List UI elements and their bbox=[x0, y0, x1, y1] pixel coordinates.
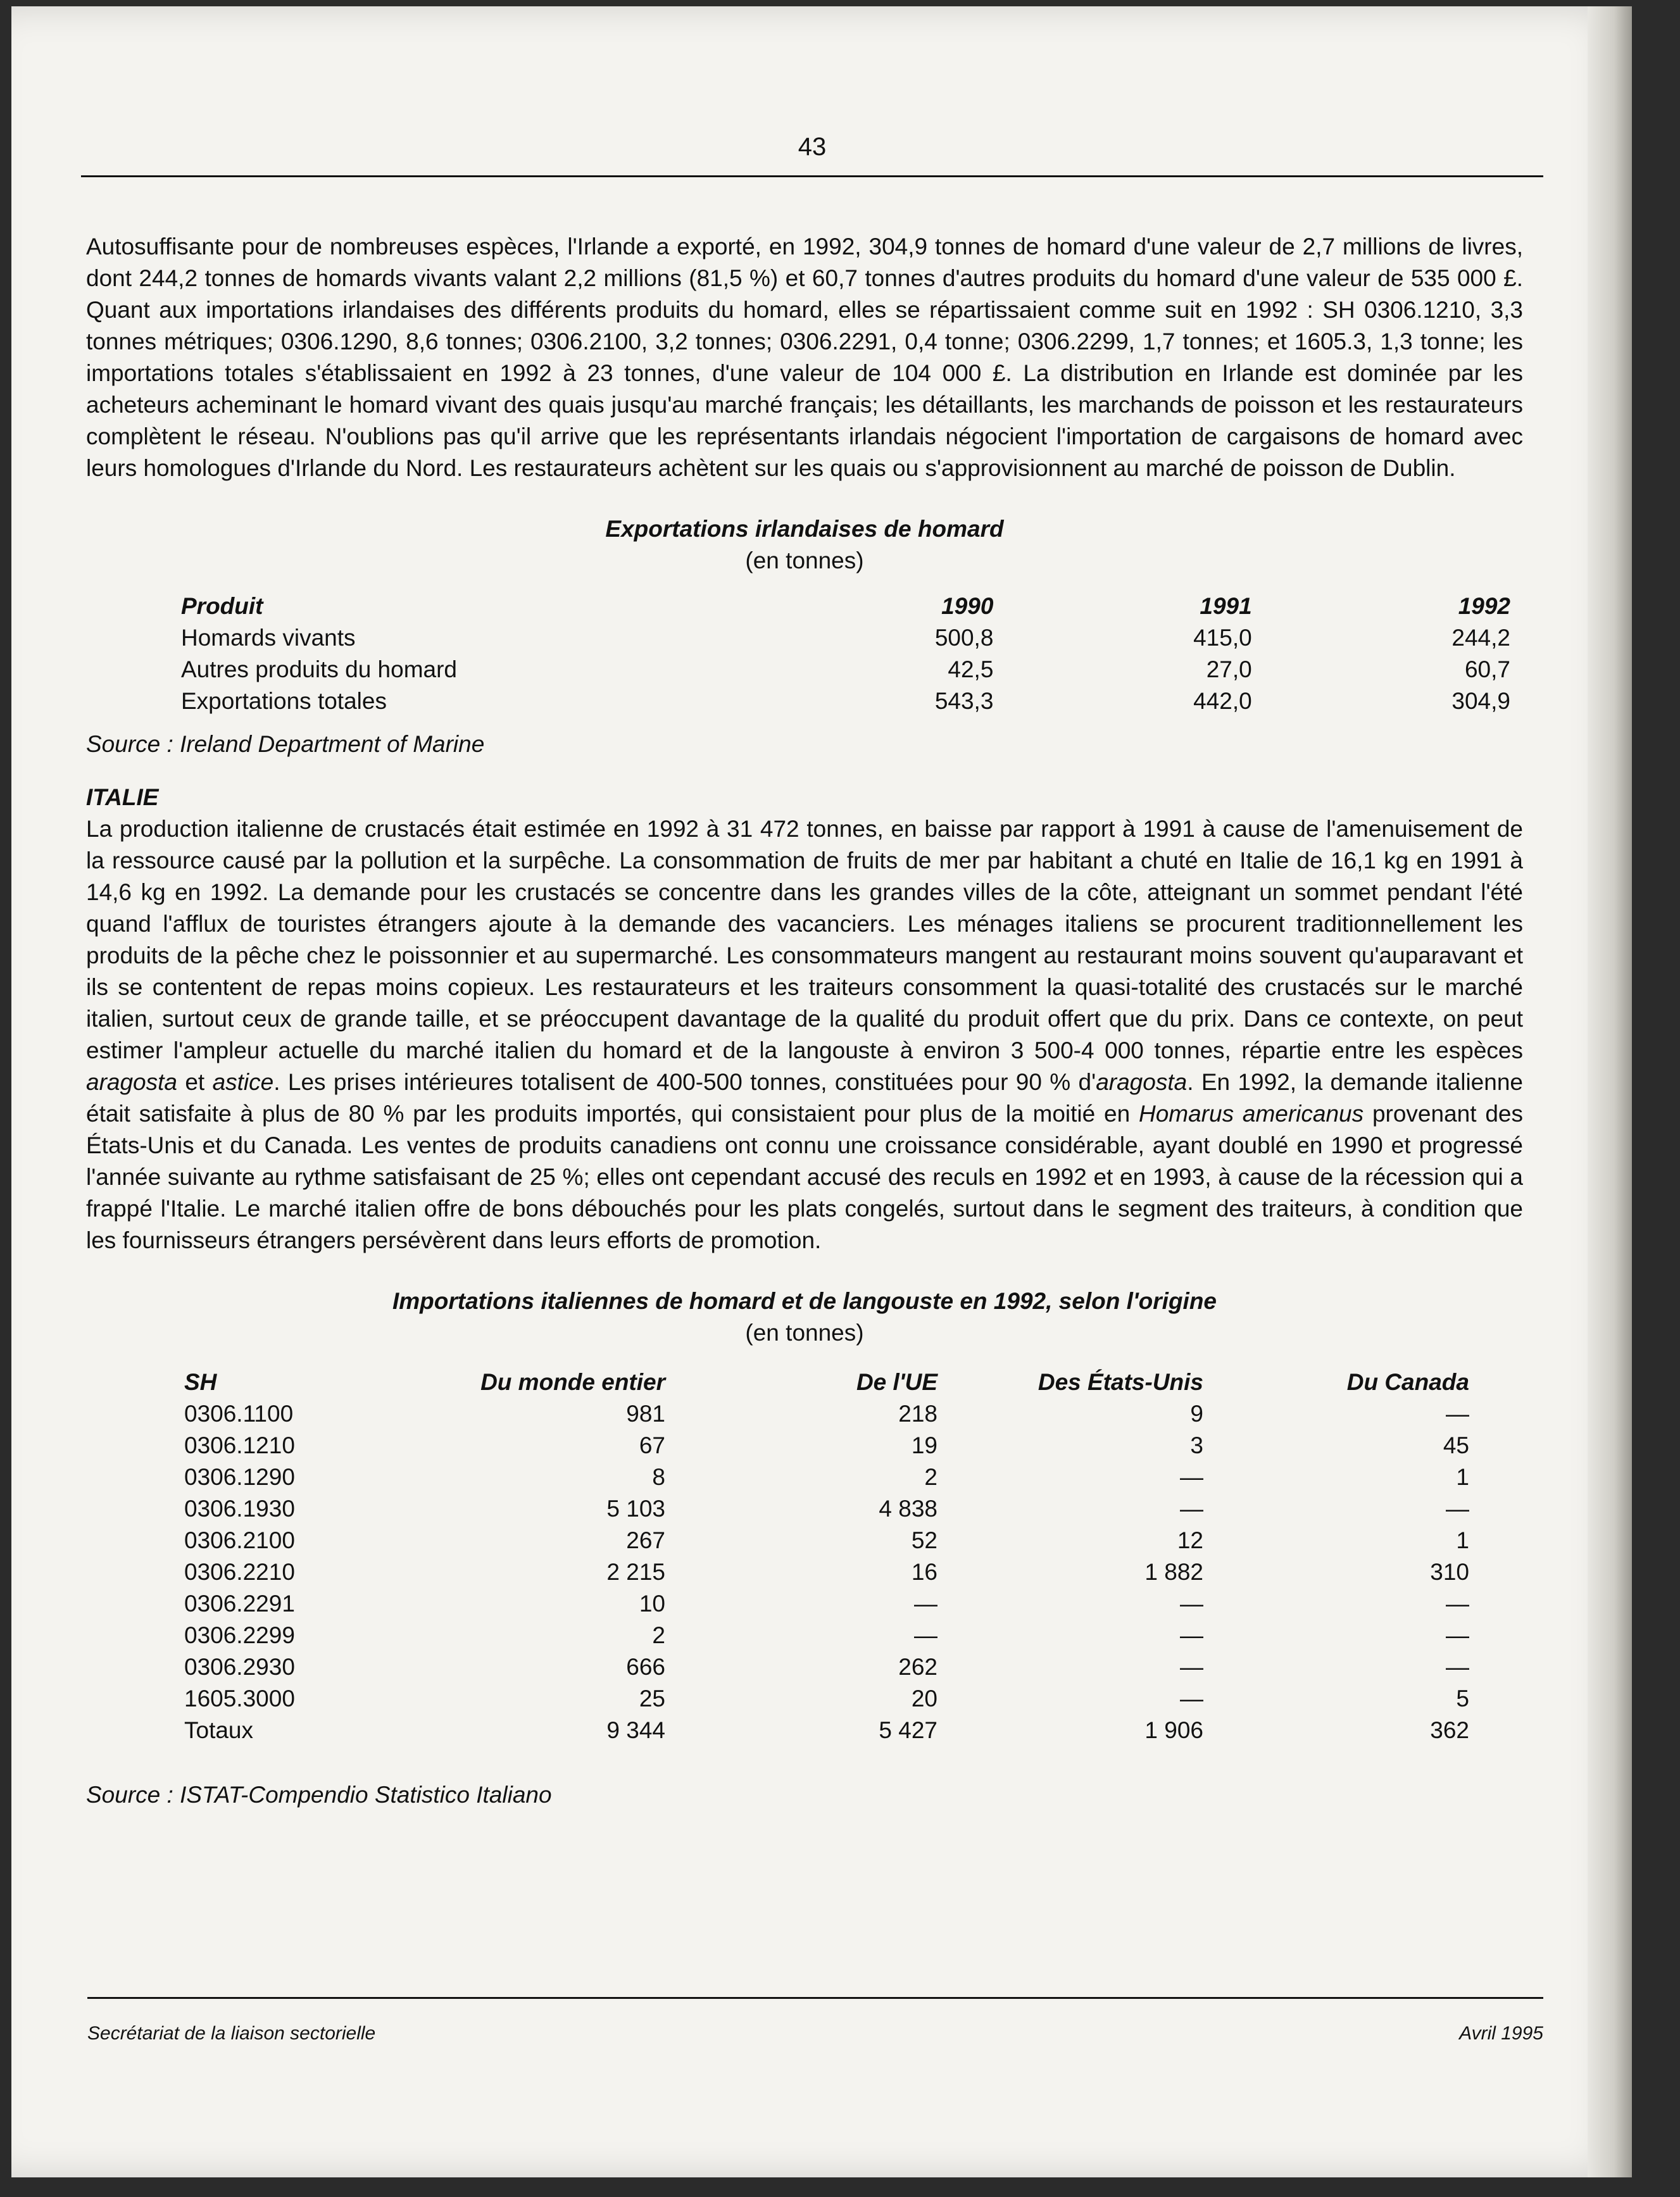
table-row bbox=[184, 1683, 1469, 1715]
table-row bbox=[184, 1556, 1469, 1588]
column-header: 1992 bbox=[1458, 593, 1510, 619]
table-cell: 67 bbox=[639, 1432, 665, 1458]
table-cell: 1 882 bbox=[1144, 1559, 1203, 1585]
column-header: Produit bbox=[181, 593, 263, 619]
table-cell: 0306.1290 bbox=[184, 1464, 295, 1490]
table-cell: 304,9 bbox=[1451, 688, 1510, 714]
table-cell: 2 bbox=[652, 1622, 665, 1648]
column-header: Des États-Unis bbox=[1037, 1369, 1203, 1395]
italian-imports-body bbox=[184, 1398, 1469, 1746]
table-cell: 42,5 bbox=[948, 656, 994, 682]
table-row bbox=[181, 685, 1510, 717]
table-cell: 9 344 bbox=[606, 1717, 665, 1743]
intro-paragraph: Autosuffisante pour de nombreuses espèces, l'Irlande a exporté, en 1992, 304,9 tonnes de homard d'une valeur de 2,7 millions de livres, dont 244,2 tonnes de homards vivants valant 2,2 millions (81,5 %) et 60,7 tonnes d'autres produits du homard d'une valeur de 535 000 £. Quant aux importations irlandaises des différents produits du homard, elles se répartissaient comme suit en 1992 : SH 0306.1210, 3,3 tonnes métriques; 0306.1290, 8,6 tonnes; 0306.2100, 3,2 tonnes; 0306.2291, 0,4 tonne; 0306.2299, 1,7 tonnes; et 1605.3, 1,3 tonne; les importations totales s'établissaient en 1992 à 23 tonnes, d'une valeur de 104 000 £. La distribution en Irlande est dominée par les acheteurs acheminant le homard vivant des quais jusqu'au marché français; les détaillants, les marchands de poisson et les restaurateurs complètent le réseau. N'oublions pas qu'il arrive que les représentants irlandais négocient l'importation de cargaisons de homard avec leurs homologues d'Irlande du Nord. Les restaurateurs achètent sur les quais ou s'approvisionnent au marché de poisson de Dublin. bbox=[86, 234, 1523, 481]
table-cell: 0306.2291 bbox=[184, 1591, 295, 1617]
column-header: SH bbox=[184, 1369, 217, 1395]
table-cell: 20 bbox=[911, 1686, 937, 1712]
table-cell: 442,0 bbox=[1193, 688, 1252, 714]
italie-term-aragosta: aragosta bbox=[86, 1069, 177, 1095]
italie-text-3: . En 1992, la demande italienne était satisfaite à plus de 80 % par les produits importés, qui consistaient pour plus de la moitié en bbox=[86, 1069, 1523, 1127]
table-cell: 1 906 bbox=[1144, 1717, 1203, 1743]
footer-row bbox=[87, 2023, 1543, 2044]
table-cell: 0306.2930 bbox=[184, 1654, 295, 1680]
table-row bbox=[184, 1620, 1469, 1651]
table-cell: 4 838 bbox=[879, 1496, 937, 1522]
table-cell: 45 bbox=[1443, 1432, 1469, 1458]
table-row bbox=[181, 622, 1510, 654]
irish-exports-table bbox=[181, 591, 1510, 717]
table-cell: 415,0 bbox=[1193, 625, 1252, 651]
table-cell: 12 bbox=[1177, 1527, 1203, 1553]
section-heading-italie: ITALIE bbox=[86, 784, 159, 810]
table-cell: 9 bbox=[1190, 1401, 1203, 1427]
table-cell: 0306.2299 bbox=[184, 1622, 295, 1648]
footer-rule bbox=[87, 1997, 1543, 1999]
table-cell: 3 bbox=[1190, 1432, 1203, 1458]
italie-text-2: . Les prises intérieures totalisent de 400-500 tonnes, constituées pour 90 % d' bbox=[273, 1069, 1096, 1095]
table-cell: — bbox=[1180, 1496, 1203, 1522]
table-row bbox=[181, 654, 1510, 685]
italie-term-astice: astice bbox=[212, 1069, 274, 1095]
table-cell: 0306.2210 bbox=[184, 1559, 295, 1585]
table-cell: 0306.1210 bbox=[184, 1432, 295, 1458]
table-cell: — bbox=[1180, 1654, 1203, 1680]
table-cell: — bbox=[1180, 1686, 1203, 1712]
table-cell: 543,3 bbox=[934, 688, 994, 714]
table-cell: — bbox=[1180, 1464, 1203, 1490]
table-cell: — bbox=[1446, 1622, 1469, 1648]
footer-right: Avril 1995 bbox=[1459, 2023, 1543, 2044]
italie-term-homarus: Homarus americanus bbox=[1138, 1101, 1364, 1127]
table-row bbox=[184, 1493, 1469, 1525]
table-cell: 218 bbox=[898, 1401, 937, 1427]
table-cell: — bbox=[1446, 1496, 1469, 1522]
table-cell: — bbox=[914, 1591, 937, 1617]
header-rule bbox=[81, 175, 1543, 177]
table-cell: 262 bbox=[898, 1654, 937, 1680]
table-row bbox=[184, 1588, 1469, 1620]
table-cell: — bbox=[1446, 1401, 1469, 1427]
table-cell: 5 bbox=[1456, 1686, 1469, 1712]
italie-term-aragosta-2: aragosta bbox=[1096, 1069, 1188, 1095]
table-cell: 267 bbox=[626, 1527, 665, 1553]
table-header-row bbox=[181, 591, 1510, 622]
italie-text-1: La production italienne de crustacés était estimée en 1992 à 31 472 tonnes, en baisse par rapport à 1991 à cause de l'amenuisement de la ressource causé par la pollution et la surpêche. La consommation de fruits de mer par habitant a chuté en Italie de 16,1 kg en 1991 à 14,6 kg en 1992. La demande pour les crustacés se concentre dans les grandes villes de la côte, atteignant un sommet pendant l'été quand l'afflux de touristes étrangers ajoute à la demande des vacanciers. Les ménages italiens se procurent traditionnellement les produits de la pêche chez le poissonnier et au supermarché. Les consommateurs mangent au restaurant moins souvent qu'auparavant et ils se contentent de repas moins copieux. Les restaurateurs et les traiteurs consomment la quasi-totalité des crustacés sur le marché italien, surtout ceux de grande taille, et se préoccupent davantage de la qualité du produit offert que du prix. Dans ce contexte, on peut estimer l'ampleur actuelle du marché italien du homard et de la langouste à environ 3 500-4 000 tonnes, répartie entre les espèces bbox=[86, 816, 1523, 1063]
table-cell: 1 bbox=[1456, 1464, 1469, 1490]
italie-text-4: provenant des États-Unis et du Canada. Les ventes de produits canadiens ont connu une croissance considérable, ayant doublé en 1990 et progressé l'année suivante au rythme satisfaisant de 25 %; elles ont cependant accusé des reculs en 1992 et en 1993, à cause de la récession qui a frappé l'Italie. Le marché italien offre de bons débouchés pour les plats congelés, surtout dans le segment des traiteurs, à condition que les fournisseurs étrangers persévèrent dans leurs efforts de promotion. bbox=[86, 1101, 1523, 1253]
column-header: De l'UE bbox=[856, 1369, 937, 1395]
table-cell: 1605.3000 bbox=[184, 1686, 295, 1712]
table-cell: 310 bbox=[1430, 1559, 1469, 1585]
table1-source: Source : Ireland Department of Marine bbox=[86, 731, 485, 757]
table1-title: Exportations irlandaises de homard bbox=[605, 516, 1004, 542]
column-header: Du monde entier bbox=[480, 1369, 665, 1395]
document-page bbox=[11, 6, 1632, 2177]
table-cell: Autres produits du homard bbox=[181, 656, 458, 682]
table-row bbox=[184, 1715, 1469, 1746]
column-header: 1990 bbox=[941, 593, 994, 619]
table-cell: 8 bbox=[652, 1464, 665, 1490]
table-cell: 981 bbox=[626, 1401, 665, 1427]
table2-source: Source : ISTAT-Compendio Statistico Italiano bbox=[86, 1782, 552, 1808]
table-cell: — bbox=[914, 1622, 937, 1648]
table-row bbox=[184, 1430, 1469, 1462]
table-row bbox=[184, 1462, 1469, 1493]
table-cell: Totaux bbox=[184, 1717, 254, 1743]
table1-unit: (en tonnes) bbox=[745, 548, 864, 573]
table-cell: 362 bbox=[1430, 1717, 1469, 1743]
table-cell: Exportations totales bbox=[181, 688, 387, 714]
table-cell: 27,0 bbox=[1206, 656, 1252, 682]
italie-paragraph bbox=[86, 813, 1523, 1256]
table-cell: 0306.2100 bbox=[184, 1527, 295, 1553]
column-header: Du Canada bbox=[1346, 1369, 1469, 1395]
table-header-row bbox=[184, 1367, 1469, 1398]
italie-text-et: et bbox=[177, 1069, 213, 1095]
table-cell: 0306.1930 bbox=[184, 1496, 295, 1522]
table-cell: 500,8 bbox=[934, 625, 994, 651]
table-cell: Homards vivants bbox=[181, 625, 356, 651]
table-cell: 16 bbox=[911, 1559, 937, 1585]
table-cell: 1 bbox=[1456, 1527, 1469, 1553]
table-cell: — bbox=[1180, 1622, 1203, 1648]
page-number: 43 bbox=[798, 133, 827, 161]
table-cell: 2 bbox=[924, 1464, 937, 1490]
table-cell: — bbox=[1180, 1591, 1203, 1617]
table-row bbox=[184, 1398, 1469, 1430]
table2-title: Importations italiennes de homard et de langouste en 1992, selon l'origine bbox=[392, 1288, 1217, 1314]
table-row bbox=[184, 1651, 1469, 1683]
table-cell: 244,2 bbox=[1451, 625, 1510, 651]
book-spine-shadow bbox=[1588, 6, 1632, 2177]
column-header: 1991 bbox=[1200, 593, 1252, 619]
table-cell: 5 103 bbox=[606, 1496, 665, 1522]
table-cell: 52 bbox=[911, 1527, 937, 1553]
table-row bbox=[184, 1525, 1469, 1556]
table-cell: 666 bbox=[626, 1654, 665, 1680]
italian-imports-table bbox=[184, 1367, 1469, 1746]
page-header bbox=[81, 133, 1543, 177]
table-cell: — bbox=[1446, 1591, 1469, 1617]
table-cell: 10 bbox=[639, 1591, 665, 1617]
table-cell: 5 427 bbox=[879, 1717, 937, 1743]
table2-unit: (en tonnes) bbox=[745, 1320, 864, 1346]
table-cell: 19 bbox=[911, 1432, 937, 1458]
table-cell: 2 215 bbox=[606, 1559, 665, 1585]
page-footer bbox=[87, 1997, 1543, 2044]
footer-left: Secrétariat de la liaison sectorielle bbox=[87, 2023, 376, 2044]
page-content bbox=[86, 231, 1523, 1811]
table-cell: 25 bbox=[639, 1686, 665, 1712]
table-cell: 60,7 bbox=[1464, 656, 1510, 682]
table-cell: 0306.1100 bbox=[184, 1401, 294, 1427]
table-cell: — bbox=[1446, 1654, 1469, 1680]
